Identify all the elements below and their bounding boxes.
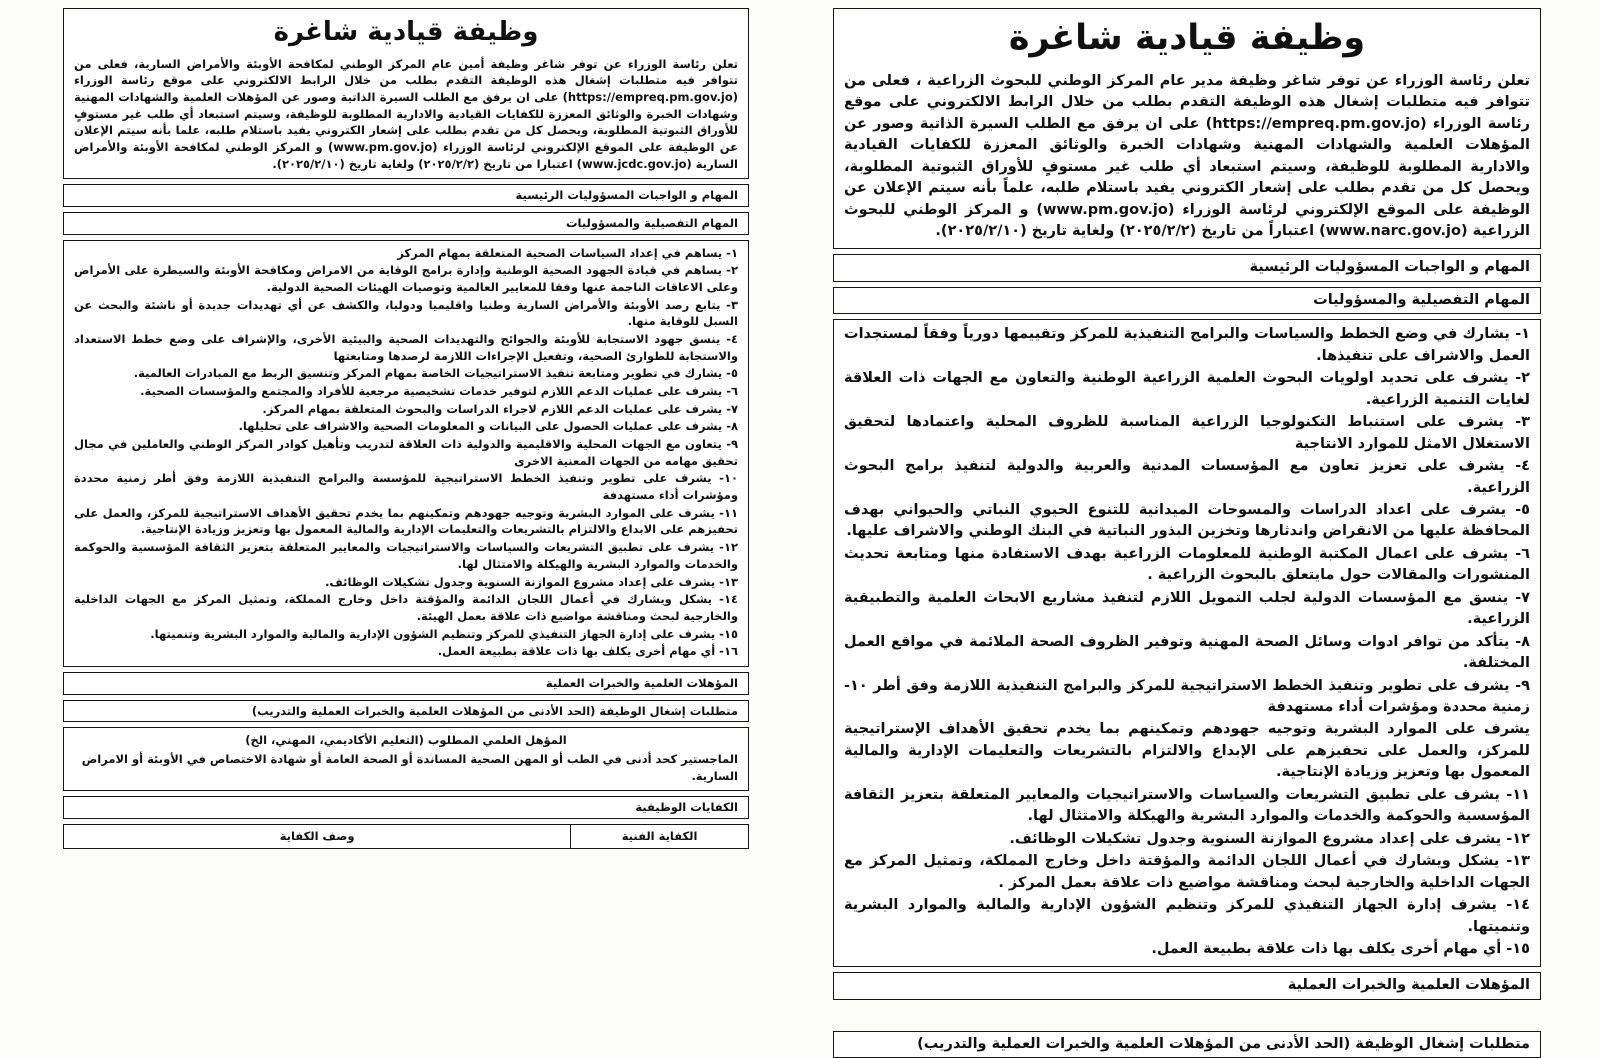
duty-item: ١٣- يشكل ويشارك في أعمال اللجان الدائمة والمؤقتة داخل وخارج المملكة، وتمثيل المركز مع الجهات الداخلية والخارجية لبحث ومناقشة مواضيع ذات علاقة بعمل المركز . — [844, 853, 1530, 891]
duty-item: ٤- يشرف على تعزيز تعاون مع المؤسسات المدنية والعربية والدولية لتنفيذ برامج البحوث الزراعية. — [844, 458, 1530, 496]
right-section-header-detailed-duties: المهام التفصيلية والمسؤوليات — [833, 287, 1541, 314]
competency-desc-header-cell: وصف الكفاية — [279, 828, 355, 843]
duty-item: ١٤- يشرف إدارة الجهاز التنفيذي للمركز وتنظيم الشؤون الإدارية والمالية والموارد البشرية وتنميتها. — [844, 897, 1530, 935]
duty-item: ٩- يتعاون مع الجهات المحلية والاقليمية والدولية ذات العلاقة لتدريب وتأهيل كوادر المركز الوطني والعاملين في مجال تحقيق مهامه من الجهات المعنية الاخرى — [74, 437, 738, 468]
duty-item: ٥- يشارك في تطوير ومتابعة تنفيذ الاستراتيجيات الخاصة بمهام المركز وتنسيق الربط مع المبادرات العالمية. — [133, 366, 738, 381]
duty-item: ٥- يشرف على اعداد الدراسات والمسوحات الميدانية للتنوع الحيوي النباتي والحيواني بهدف المحافظة عليها من الانقراض واندثارها وتخزين البذور النباتية في البنك الوطني والاشراف عليها. — [844, 501, 1530, 540]
duty-item: ١٥- أي مهام أخرى يكلف بها ذات علاقة بطبيعة العمل. — [1151, 941, 1530, 958]
duty-item: ٦- يشرف على اعمال المكتبة الوطنية للمعلومات الزراعية بهدف الاستفادة منها ومتابعة تحديث المنشورات والمقالات حول مايتعلق بالبحوث الزراعية . — [844, 545, 1530, 584]
left-announcement — [63, 8, 749, 849]
duty-item: ١٥- يشرف على إدارة الجهاز التنفيذي للمركز وتنظيم الشؤون الإدارية والمالية والموارد البشرية وتنميتها. — [150, 626, 738, 641]
duty-item: ١١- يشرف على الموارد البشرية وتوجيه جهودهم وتمكينهم بما يخدم تحقيق الأهداف الاستراتيجية للمركز، والعمل على تحفيزهم على الابداع والالتزام بالتشريعات والتعليمات الإدارية والمالية المعمول بها وتعزيز وزيادة الإنتاجية. — [74, 505, 738, 537]
right-duties-list — [833, 319, 1541, 967]
duty-item: ٨- يشرف على عمليات الحصول على البيانات و المعلومات الصحية والاشراف على تحليلها. — [238, 419, 738, 434]
duty-item: ٢- يساهم في قيادة الجهود الصحية الوطنية وإدارة برامج الوقاية من الامراض ومكافحة الأوبئة والسيطرة على الأمراض وعلى الاعاقات الناجمة عنها وفقا للمعايير العالمية وتوصيات الهيئات الصحية الدولية. — [74, 263, 738, 295]
academic-qualification-title: المؤهل العلمي المطلوب (التعليم الأكاديمي، المهني، الخ) — [245, 733, 567, 748]
duty-item: ٣- يشرف على استنباط التكنولوجيا الزراعية المناسبة للظروف المحلية واعتمادها لتحقيق الاستغلال الامثل للموارد الانتاجية — [844, 414, 1530, 452]
duty-item: ١٦- أي مهام أخرى يكلف بها ذات علاقة بطبيعة العمل. — [437, 644, 738, 659]
left-announcement-title: وظيفة قيادية شاغرة — [273, 17, 539, 47]
duty-item: ٧- ينسق مع المؤسسات الدولية لجلب التمويل اللازم لتنفيذ مشاريع الابحاث العلمية والتطبيقية الزراعية. — [844, 589, 1530, 628]
duty-item: ٧- يشرف على عمليات الدعم اللازم لاجراء الدراسات والبحوث المتعلقة بمهام المركز. — [262, 401, 738, 416]
right-announcement-title: وظيفة قيادية شاغرة — [1008, 18, 1366, 58]
left-requirements-row: متطلبات إشغال الوظيفة (الحد الأدنى من المؤهلات العلمية والخبرات العملية والتدريب) — [63, 700, 749, 723]
competency-name-header-cell: الكفاية الفنية — [570, 825, 748, 848]
duty-item: ٢- يشرف على تحديد اولويات البحوث العلمية الزراعية الوطنية والتعاون مع الجهات ذات العلاقة لغايات التنمية الزراعية. — [844, 370, 1530, 408]
duty-item: ٤- ينسق جهود الاستجابة للأوبئة والجوائح والتهديدات الصحية والبيئية الأخرى، والإشراف على وضع خطط الاستعداد والاستجابة للطوارئ الصحية، وتفعيل الإجراءات اللازمة لرصدها ومتابعتها — [74, 332, 738, 363]
left-section-header-qualifications: المؤهلات العلمية والخبرات العملية — [63, 672, 749, 695]
duty-item: ١٢- يشرف على تطبيق التشريعات والسياسات والاستراتيجيات والمعايير المتعلقة بتعزيز الثقافة المؤسسية والحوكمة والخدمات والموارد البشرية والهيكلة والامتثال لها. — [74, 540, 738, 571]
duty-item: ١٢- يشرف على إعداد مشروع الموازنة السنوية وجدول تشكيلات الوظائف. — [1009, 830, 1530, 847]
duty-item: ٨- يتأكد من توافر ادوات وسائل الصحة المهنية وتوفير الظروف الصحة الملائمة في مواقع العمل المختلفة. — [844, 633, 1530, 672]
left-duties-list — [63, 240, 749, 667]
left-section-header-competencies: الكفايات الوظيفية — [63, 796, 749, 819]
duty-item: ٩- يشرف على تطوير وتنفيذ الخطط الاستراتيجية للمركز والبرامج التنفيذية اللازمة وفق أطر ١٠- زمنية محددة ومؤشرات أداء مستهدفة — [844, 677, 1530, 716]
right-section-header-main-duties: المهام و الواجبات المسؤوليات الرئيسية — [833, 254, 1541, 281]
duty-item: ١٠- يشرف على تطوير وتنفيذ الخطط الاستراتيجية للمؤسسة والبرامج التنفيذية اللازمة وفق أطر زمنية محددة ومؤشرات أداء مستهدفة — [74, 471, 738, 503]
right-section-header-qualifications: المؤهلات العلمية والخبرات العملية — [833, 972, 1541, 999]
duty-item: ١- يساهم في إعداد السياسات الصحية المتعلقة بمهام المركز — [397, 245, 738, 260]
right-requirements-row: متطلبات إشغال الوظيفة (الحد الأدنى من المؤهلات العلمية والخبرات العملية والتدريب) — [833, 1031, 1541, 1058]
duty-item: ٦- يشرف على عمليات الدعم اللازم لتوفير خدمات تشخيصية مرجعية للأفراد والمجتمع والمؤسسات الصحية. — [140, 384, 738, 399]
duty-item: ١٣- يشرف على إعداد مشروع الموازنة السنوية وجدول تشكيلات الوظائف. — [325, 574, 738, 589]
right-intro-paragraph: تعلن رئاسة الوزراء عن توفر شاغر وظيفة مدير عام المركز الوطني للبحوث الزراعية ، فعلى من تتوافر فيه متطلبات إشغال هذه الوظيفة التقدم بطلب من خلال الرابط الالكتروني على موقع رئاسة الوزراء (https://empreq.pm.gov.jo) على ان يرفق مع الطلب السيرة الذاتية وصور عن المؤهلات العلمية والشهادات المهنية وشهادات الخبرة والوثائق المعززة للكفايات القيادية والادارية المطلوبة للوظيفة، وسيتم استبعاد أي طلب غير مستوفٍ للأوراق الثبوتية المطلوبة، ويحصل كل من تقدم بطلب على إشعار الكتروني يفيد باستلام طلبه، علماً بأنه سيتم الإعلان عن الوظيفة على الموقع الإلكتروني لرئاسة الوزراء (www.pm.gov.jo) و المركز الوطني للبحوث الزراعية (www.narc.gov.jo) اعتباراً من تاريخ (٢٠٢٥/٢/٢) ولغاية تاريخ (٢٠٢٥/٢/١٠). — [844, 72, 1530, 239]
left-intro-paragraph: تعلن رئاسة الوزراء عن توفر شاغر وظيفة أمين عام المركز الوطني لمكافحة الأوبئة والأمراض السارية، فعلى من تتوافر فيه متطلبات إشغال هذه الوظيفة التقدم بطلب من خلال الرابط الالكتروني على موقع رئاسة الوزراء (https://empreq.pm.gov.jo) على ان يرفق مع الطلب السيرة الذاتية وصور عن المؤهلات العلمية والشهادات المهنية وشهادات الخبرة والوثائق المعززة للكفايات القيادية والادارية المطلوبة للوظيفة، وسيتم استبعاد أي طلب غير مستوفٍ للأوراق الثبوتية المطلوبة، ويحصل كل من تقدم بطلب على إشعار الكتروني يفيد باستلام طلبه، علما بأنه سيتم الإعلان عن الوظيفة على الموقع الإلكتروني لرئاسة الوزراء (www.pm.gov.jo) و المركز الوطني لمكافحة الأوبئة والأمراض السارية (www.jcdc.gov.jo) اعتبارا من تاريخ (٢٠٢٥/٢/٢) ولغاية تاريخ (٢٠٢٥/٢/١٠). — [74, 56, 739, 171]
left-intro-box — [63, 8, 749, 179]
left-academic-qualification-box — [63, 727, 749, 791]
duty-item: ١- يشارك في وضع الخطط والسياسات والبرامج التنفيذية للمركز وتقييمها دورياً وفقاً لمستجدات العمل والاشراف على تنفيذها. — [844, 326, 1530, 364]
left-section-header-main-duties: المهام و الواجبات المسؤوليات الرئيسية — [63, 184, 749, 207]
left-section-header-detailed-duties: المهام التفصيلية والمسؤوليات — [63, 212, 749, 235]
duty-item: يشرف على الموارد البشرية وتوجيه جهودهم وتمكينهم بما يخدم تحقيق الأهداف الإستراتيجية للمركز، والعمل على تحفيزهم على الإبداع والالتزام بالتشريعات والتعليمات الإدارية والمالية المعمول بها وتعزيز وزيادة الإنتاجية. — [844, 721, 1530, 781]
duty-item: ١١- يشرف على تطبيق التشريعات والسياسات والاستراتيجيات والمعايير المتعلقة بتعزيز الثقافة المؤسسية والحوكمة والخدمات والموارد البشرية والهيكلة والامتثال لها. — [844, 786, 1530, 825]
duty-item: ٣- يتابع رصد الأوبئة والأمراض السارية وطنيا واقليميا ودوليا، والكشف عن أي تهديدات جديدة أو ناشئة والبحث عن السبل للوقاية منها. — [74, 297, 738, 329]
academic-qualification-text: الماجستير كحد أدنى في الطب أو المهن الصحية المساندة أو الصحة العامة أو شهادة الاختصاص في الأوبئة أو الامراض السارية. — [81, 751, 738, 783]
right-intro-box — [833, 8, 1541, 249]
competency-table-header-row — [63, 824, 749, 849]
duty-item: ١٤- يشكل ويشارك في أعمال اللجان الدائمة والمؤقتة داخل وخارج المملكة، وتمثيل المركز مع الجهات الداخلية والخارجية لبحث ومناقشة مواضيع ذات علاقة بعمل الهيئة. — [74, 592, 738, 623]
right-announcement — [833, 8, 1541, 1058]
